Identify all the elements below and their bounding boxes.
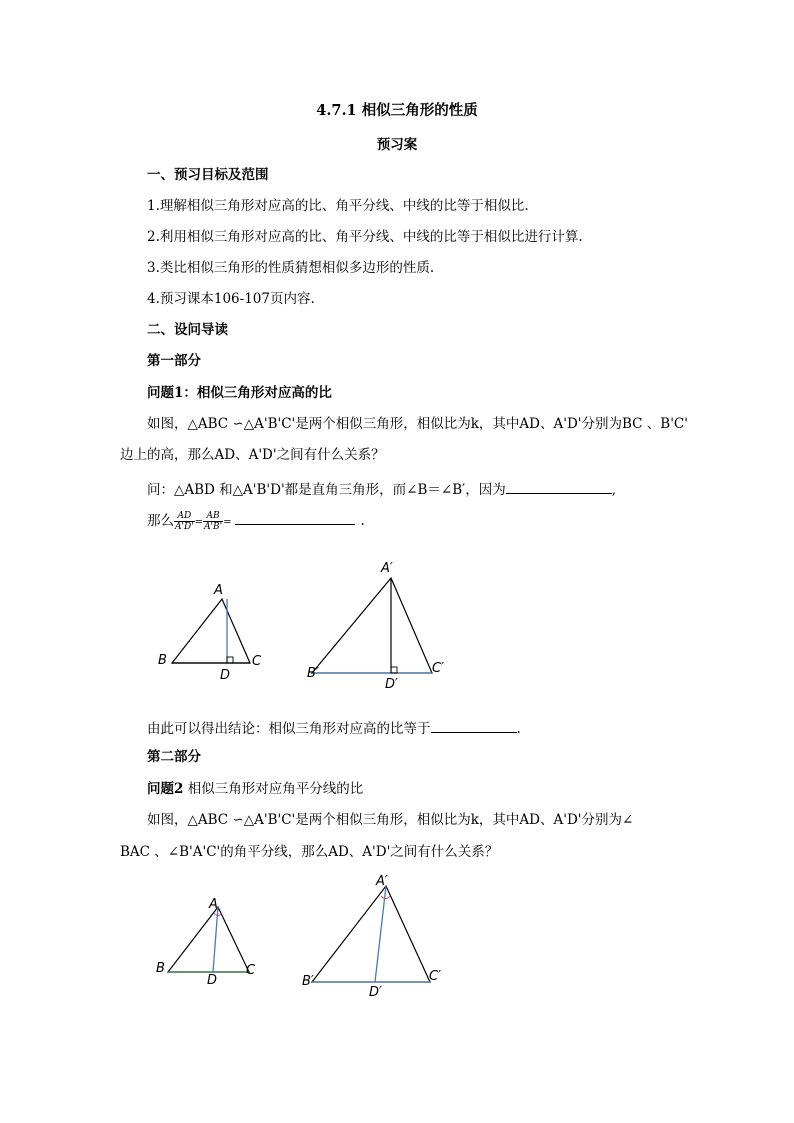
- fraction-ab: $\frac{AB}{A'B'}$: [204, 511, 223, 532]
- label-b-prime: B′: [307, 666, 319, 681]
- goal-item-3: 3.类比相似三角形的性质猜想相似多边形的性质.: [147, 260, 435, 276]
- question2-number: 问题2: [147, 781, 184, 797]
- part2-heading: 第二部分: [147, 749, 201, 765]
- question2-title: [147, 780, 363, 798]
- label-c-prime: C′: [429, 969, 442, 984]
- goal-item-2: 2.利用相似三角形对应高的比、角平分线、中线的比等于相似比进行计算.: [147, 229, 583, 245]
- label-c: C: [252, 654, 262, 669]
- question1-desc-line2: 边上的高，那么AD、A'D'之间有什么关系？: [120, 447, 385, 463]
- conclusion: 由此可以得出结论：相似三角形对应高的比等于 .: [147, 718, 521, 738]
- label-d-prime: D′: [369, 985, 382, 1000]
- label-a: A: [214, 583, 223, 598]
- label-a-prime: A′: [381, 561, 393, 576]
- so-text: 那么: [147, 513, 174, 529]
- figure-altitudes: [150, 552, 460, 692]
- question1-ratio: 那么 $\frac{AD}{A'D'}$ = $\frac{AB}{A'B'}$ = .: [147, 511, 365, 532]
- label-a: A: [209, 897, 218, 912]
- answer-blank-conclusion[interactable]: [431, 718, 517, 733]
- label-d: D: [220, 668, 231, 683]
- label-b: B: [156, 961, 165, 976]
- label-a-prime: A′: [376, 874, 388, 889]
- label-b: B: [158, 653, 167, 668]
- question2-desc-line1: 如图，△ABC ∽△A'B'C'是两个相似三角形，相似比为k，其中AD、A'D'分别为∠: [147, 812, 634, 828]
- label-b-prime: B′: [302, 974, 314, 989]
- fraction-ad: $\frac{AD}{A'D'}$: [175, 511, 194, 532]
- triangle-a2b2c2-altitude: [307, 561, 444, 692]
- question1-ask: [147, 479, 616, 499]
- question2-topic: 相似三角形对应角平分线的比: [187, 781, 364, 797]
- triangle-abc-bisector: [156, 897, 256, 988]
- triangle-abc-altitude: [158, 583, 262, 683]
- label-c-prime: C′: [432, 661, 445, 676]
- section2-heading: 二、设问导读: [147, 322, 228, 338]
- label-d: D: [207, 973, 218, 988]
- goal-item-1: 1.理解相似三角形对应高的比、角平分线、中线的比等于相似比.: [147, 198, 529, 214]
- question1-desc-line1: 如图，△ABC ∽△A'B'C'是两个相似三角形，相似比为k，其中AD、A'D'分别为BC 、B'C': [147, 416, 688, 432]
- figure-bisectors: [150, 866, 460, 1001]
- page-title: 4.7.1 相似三角形的性质: [316, 102, 478, 119]
- ask-suffix: ,: [611, 482, 617, 498]
- goal-item-4: 4.预习课本106-107页内容.: [147, 291, 315, 307]
- answer-blank-reason[interactable]: [506, 479, 612, 494]
- section1-heading: 一、预习目标及范围: [147, 167, 269, 183]
- ask-text: 问：△ABD 和△A'B'D'都是直角三角形，而∠B＝∠B′，因为: [147, 482, 506, 498]
- part1-heading: 第一部分: [147, 353, 201, 369]
- answer-blank-ratio[interactable]: [235, 510, 355, 525]
- page-subtitle: 预习案: [376, 137, 418, 153]
- question2-desc-line2: BAC 、∠B'A'C'的角平分线，那么AD、A'D'之间有什么关系？: [120, 844, 499, 860]
- label-c: C: [246, 963, 256, 978]
- conclusion-text: 由此可以得出结论：相似三角形对应高的比等于: [147, 721, 431, 737]
- label-d-prime: D′: [385, 677, 398, 692]
- triangle-a2b2c2-bisector: [302, 874, 441, 1000]
- question1-title: 问题1：相似三角形对应高的比: [147, 385, 332, 401]
